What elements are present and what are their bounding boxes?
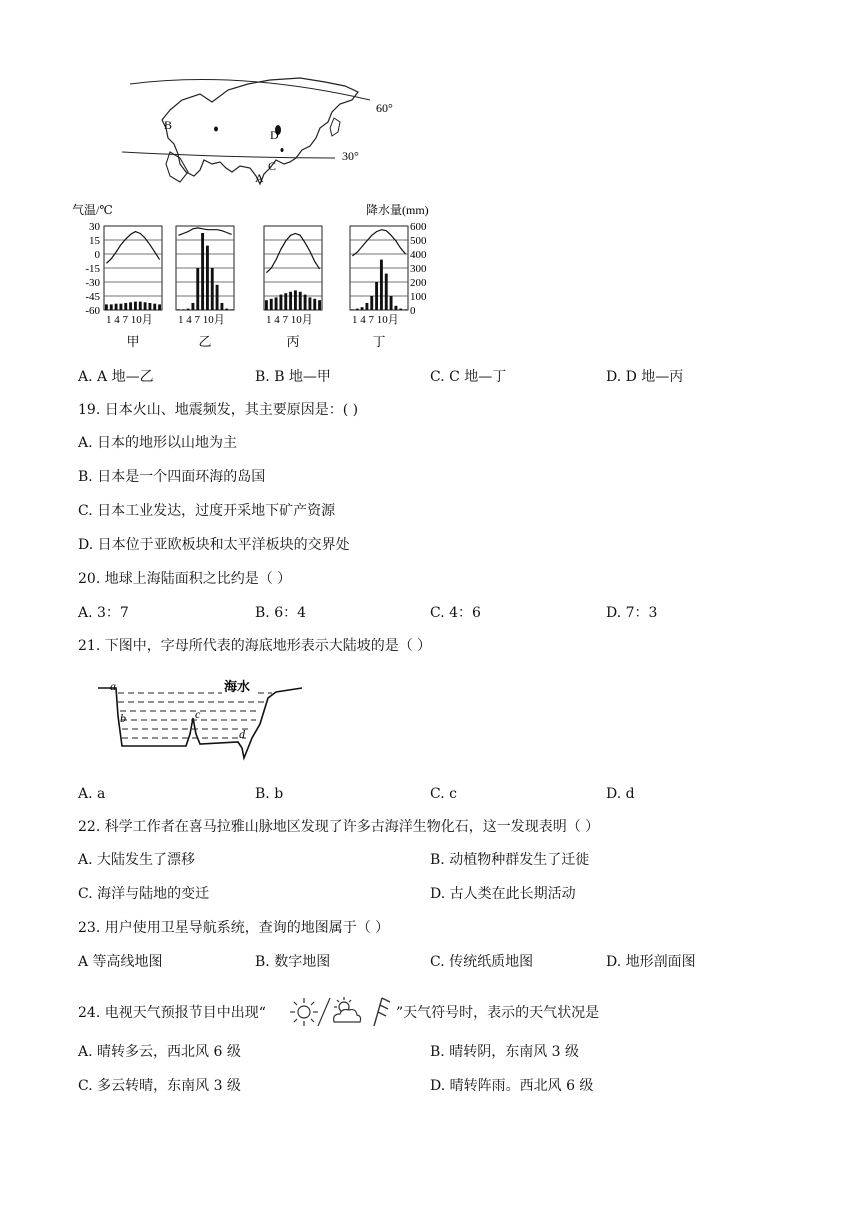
temp-tick-label: 0	[94, 249, 100, 261]
q23-option-b[interactable]: B. 数字地图	[255, 954, 331, 970]
precip-bar	[220, 303, 223, 310]
month-tick-label: 1 4 7 10月	[178, 314, 225, 326]
temp-tick-label: -60	[85, 305, 100, 317]
precip-bar	[279, 295, 282, 310]
precip-bar	[115, 304, 118, 310]
precip-bar	[304, 295, 307, 310]
precip-bar	[375, 282, 378, 310]
point-a-label: A	[255, 171, 264, 185]
q18-option-b[interactable]: B. B 地—甲	[255, 369, 331, 385]
precip-bar	[361, 307, 364, 310]
label-a: a	[110, 679, 116, 693]
precip-bar	[380, 260, 383, 310]
precip-bar	[308, 297, 311, 310]
slash-icon	[318, 998, 330, 1026]
chart-name: 乙	[198, 334, 212, 349]
precip-bar	[124, 303, 127, 310]
precip-bar	[129, 302, 132, 310]
precip-bar	[110, 304, 113, 310]
precip-bar	[313, 299, 316, 310]
q22-option-d[interactable]: D. 古人类在此长期活动	[430, 886, 576, 902]
precip-bar	[370, 296, 373, 310]
temp-tick-label: -15	[85, 263, 100, 275]
precip-tick-label: 500	[410, 235, 427, 247]
q22-stem: 22. 科学工作者在喜马拉雅山脉地区发现了许多古海洋生物化石，这一发现表明（ ）	[78, 819, 600, 835]
temperature-curve	[352, 230, 405, 256]
q21-option-d[interactable]: D. d	[606, 786, 635, 802]
q19-option-c[interactable]: C. 日本工业发达，过度开采地下矿产资源	[78, 503, 336, 519]
q24-option-c[interactable]: C. 多云转晴，东南风 3 级	[78, 1078, 241, 1094]
label-b: b	[120, 711, 126, 725]
temperature-curve	[106, 232, 159, 264]
temp-axis-title: 气温/℃	[72, 203, 113, 217]
precip-bar	[191, 303, 194, 310]
seafloor-profile	[98, 688, 302, 758]
precip-bar	[105, 304, 108, 310]
temp-tick-label: -45	[85, 291, 100, 303]
q24-option-d[interactable]: D. 晴转阵雨。西北风 6 级	[430, 1078, 594, 1094]
precip-tick-label: 300	[410, 263, 427, 275]
q24-stem-after: ”天气符号时，表示的天气状况是	[396, 1005, 600, 1021]
q19-option-b[interactable]: B. 日本是一个四面环海的岛国	[78, 469, 266, 485]
precip-tick-label: 200	[410, 277, 427, 289]
point-b-label: B	[164, 118, 173, 132]
q23-option-d[interactable]: D. 地形剖面图	[606, 954, 696, 970]
precip-bar	[394, 306, 397, 310]
q22-option-a[interactable]: A. 大陆发生了漂移	[78, 852, 196, 868]
precip-bar	[404, 309, 407, 310]
precip-axis-title: 降水量(mm)	[366, 203, 429, 217]
precip-bar	[399, 309, 402, 310]
label-d: d	[239, 727, 245, 741]
precip-bar	[211, 268, 214, 310]
q21-stem: 21. 下图中，字母所代表的海底地形表示大陆坡的是（ ）	[78, 638, 432, 654]
q18-option-a[interactable]: A. A 地—乙	[78, 369, 154, 385]
precip-bar	[270, 299, 273, 310]
precip-bar	[158, 304, 161, 310]
latitude-30-line	[122, 152, 335, 158]
q24-option-b[interactable]: B. 晴转阴，东南风 3 级	[430, 1044, 579, 1060]
lake-dot	[214, 127, 218, 132]
lat30-label: 30°	[342, 149, 359, 163]
precip-bar	[284, 293, 287, 310]
temperature-curve	[178, 228, 231, 235]
q21-option-c[interactable]: C. c	[430, 786, 457, 802]
asia-map	[120, 72, 420, 202]
precip-bar	[134, 302, 137, 310]
lake-dot-2	[281, 148, 284, 152]
precip-bar	[144, 302, 147, 310]
precip-bar	[275, 297, 278, 310]
q23-stem: 23. 用户使用卫星导航系统，查询的地图属于（ ）	[78, 920, 390, 936]
lat60-label: 60°	[376, 101, 393, 115]
q20-option-c[interactable]: C. 4：6	[430, 605, 481, 621]
precip-bar	[182, 309, 185, 310]
temp-tick-label: 15	[89, 235, 100, 247]
precip-bar	[196, 268, 199, 310]
precip-bar	[351, 309, 354, 310]
precip-bar	[356, 309, 359, 310]
chart-name: 甲	[126, 334, 140, 349]
precip-bar	[177, 309, 180, 310]
q20-option-d[interactable]: D. 7：3	[606, 605, 658, 621]
chart-name: 丙	[286, 334, 300, 349]
precip-bar	[206, 246, 209, 310]
point-d-label: D	[270, 128, 279, 142]
wind-icon	[374, 998, 390, 1026]
q18-option-c[interactable]: C. C 地—丁	[430, 369, 507, 385]
q19-stem: 19. 日本火山、地震频发，其主要原因是：( )	[78, 402, 359, 418]
precip-bar	[390, 296, 393, 310]
q18-option-d[interactable]: D. D 地—丙	[606, 369, 684, 385]
seafloor-diagram	[96, 676, 316, 762]
precip-bar	[385, 274, 388, 310]
q24-stem-before: 24. 电视天气预报节目中出现“	[78, 1005, 266, 1021]
point-c-label: C	[268, 159, 277, 173]
temp-tick-label: 30	[89, 221, 100, 233]
q21-option-b[interactable]: B. b	[255, 786, 284, 802]
q20-stem: 20. 地球上海陆面积之比约是（ ）	[78, 571, 292, 587]
precip-bar	[225, 309, 228, 310]
sea-label: 海水	[224, 679, 251, 694]
precip-bar	[365, 303, 368, 310]
precip-bar	[201, 233, 204, 310]
japan-outline	[330, 118, 340, 136]
month-tick-label: 1 4 7 10月	[266, 314, 313, 326]
precip-tick-label: 400	[410, 249, 427, 261]
precip-bar	[299, 292, 302, 310]
precip-bar	[119, 304, 122, 310]
precip-bar	[265, 300, 268, 310]
precip-bar	[153, 304, 156, 310]
q21-option-a[interactable]: A. a	[78, 786, 106, 802]
sun-icon	[290, 998, 318, 1026]
arabia-outline	[166, 152, 188, 182]
precip-bar	[139, 302, 142, 310]
precip-bar	[187, 309, 190, 310]
continent-outline	[162, 78, 358, 184]
month-tick-label: 1 4 7 10月	[106, 314, 153, 326]
q24-option-a[interactable]: A. 晴转多云，西北风 6 级	[78, 1044, 241, 1060]
sun-cloud-icon	[334, 997, 361, 1022]
q22-option-b[interactable]: B. 动植物种群发生了迁徙	[430, 852, 590, 868]
latitude-60-line	[130, 80, 370, 100]
temperature-curve	[266, 234, 319, 273]
q23-option-c[interactable]: C. 传统纸质地图	[430, 954, 534, 970]
temp-tick-label: -30	[85, 277, 100, 289]
q19-option-d[interactable]: D. 日本位于亚欧板块和太平洋板块的交界处	[78, 537, 350, 553]
precip-tick-label: 600	[410, 221, 427, 233]
precip-tick-label: 100	[410, 291, 427, 303]
precip-bar	[294, 290, 297, 310]
precip-tick-label: 0	[410, 305, 416, 317]
label-c: c	[195, 707, 201, 721]
q23-option-a[interactable]: A 等高线地图	[78, 954, 163, 970]
q20-option-b[interactable]: B. 6：4	[255, 605, 307, 621]
weather-symbol	[288, 994, 394, 1030]
q22-option-c[interactable]: C. 海洋与陆地的变迁	[78, 886, 210, 902]
q20-option-a[interactable]: A. 3：7	[78, 605, 129, 621]
chart-name: 丁	[372, 334, 386, 349]
precip-bar	[216, 285, 219, 310]
precip-bar	[230, 309, 233, 310]
q19-option-a[interactable]: A. 日本的地形以山地为主	[78, 435, 238, 451]
precip-bar	[148, 303, 151, 310]
precip-bar	[318, 300, 321, 310]
climate-charts	[70, 200, 450, 350]
month-tick-label: 1 4 7 10月	[352, 314, 399, 326]
precip-bar	[289, 292, 292, 310]
